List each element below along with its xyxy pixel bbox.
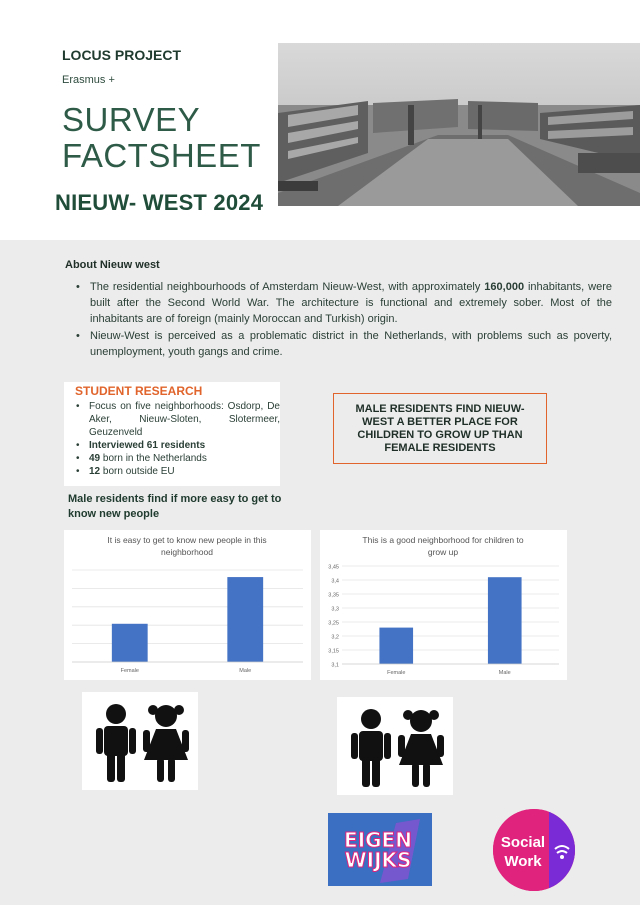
eigen-logo-text-1: EIGEN [344,828,412,852]
interviewed-count: Interviewed 61 residents [89,440,206,451]
finding-heading: Male residents find if more easy to get to know new people [68,493,282,520]
y-tick-label: 3,1 [331,662,339,669]
title-line-2: FACTSHEET [62,137,261,174]
research-heading: STUDENT RESEARCH [75,384,203,398]
research-item [74,452,280,465]
social-logo-text-1: Social [500,834,546,851]
about-item-text: The residential neighbourhoods of Amsterdam Nieuw-West, with approximately [90,281,485,293]
chart-title: This is a good neighborhood for children to [362,535,524,545]
header-section [0,0,640,240]
eigenwijks-logo [328,813,432,886]
chart-svg [64,530,311,680]
y-tick-label: 3,3 [331,606,339,613]
key-finding-callout: MALE RESIDENTS FIND NIEUW-WEST A BETTER PLACE FOR CHILDREN TO GROW UP THAN FEMALE RESIDENTS [333,393,547,464]
children-icon [337,697,453,795]
about-item [75,279,612,327]
y-tick-label: 3,4 [331,578,339,585]
about-item-text: inhabitants, were built after the Second World War. The architecture is functional and extremely sober. Most of the inhabitants are of foreign (mainly Moroccan and Turkish) origin. [90,281,612,325]
chart-svg [320,530,567,680]
research-item-text: born in the Netherlands [100,453,207,464]
bar-male [488,577,522,664]
research-item: • Focus on five neighborhoods: Osdorp, De Aker, Nieuw-Sloten, Slotermeer, Geuzenveld [74,400,280,439]
program-name: Erasmus + [62,74,115,86]
student-research-box [64,382,280,486]
social-work-logo [493,809,575,891]
chart-title: grow up [427,547,459,557]
chart-get-to-know-people [64,530,311,680]
about-item: • Nieuw-West is perceived as a problematic district in the Netherlands, with problems such as poverty, unemployment, youth gangs and crime. [75,328,612,360]
about-list [75,279,612,361]
x-tick-label: Female [387,670,406,676]
chart-good-for-children [320,530,567,680]
research-list [74,400,280,478]
born-outside-eu-count: 12 [89,466,101,477]
page-title [62,102,261,174]
header-photo [278,43,640,206]
bar-male [227,577,263,662]
chart-title: neighborhood [161,547,213,557]
title-line-1: SURVEY [62,101,201,138]
bar-female [379,628,413,664]
bar-female [112,624,148,662]
y-tick-label: 3,45 [328,564,339,571]
about-heading: About Nieuw west [65,259,160,271]
project-name: LOCUS PROJECT [62,47,182,63]
y-tick-label: 3,35 [328,592,339,599]
y-tick-label: 3,25 [328,620,339,627]
x-tick-label: Male [498,670,511,676]
population-figure: 160,000 [484,281,525,293]
research-item-text: born outside EU [100,466,175,477]
research-item [74,465,280,478]
social-logo-text-2: Work [504,853,542,870]
eigen-logo-text-2: WIJKS [344,848,412,872]
y-tick-label: 3,2 [331,634,339,641]
y-tick-label: 3,15 [328,648,339,655]
x-tick-label: Female [120,668,139,674]
born-nl-count: 49 [89,453,101,464]
x-tick-label: Male [239,668,252,674]
page-subtitle: NIEUW- WEST 2024 [55,190,264,215]
children-icon [82,692,198,790]
chart-title: It is easy to get to know new people in this [107,535,267,545]
research-item [74,439,280,452]
